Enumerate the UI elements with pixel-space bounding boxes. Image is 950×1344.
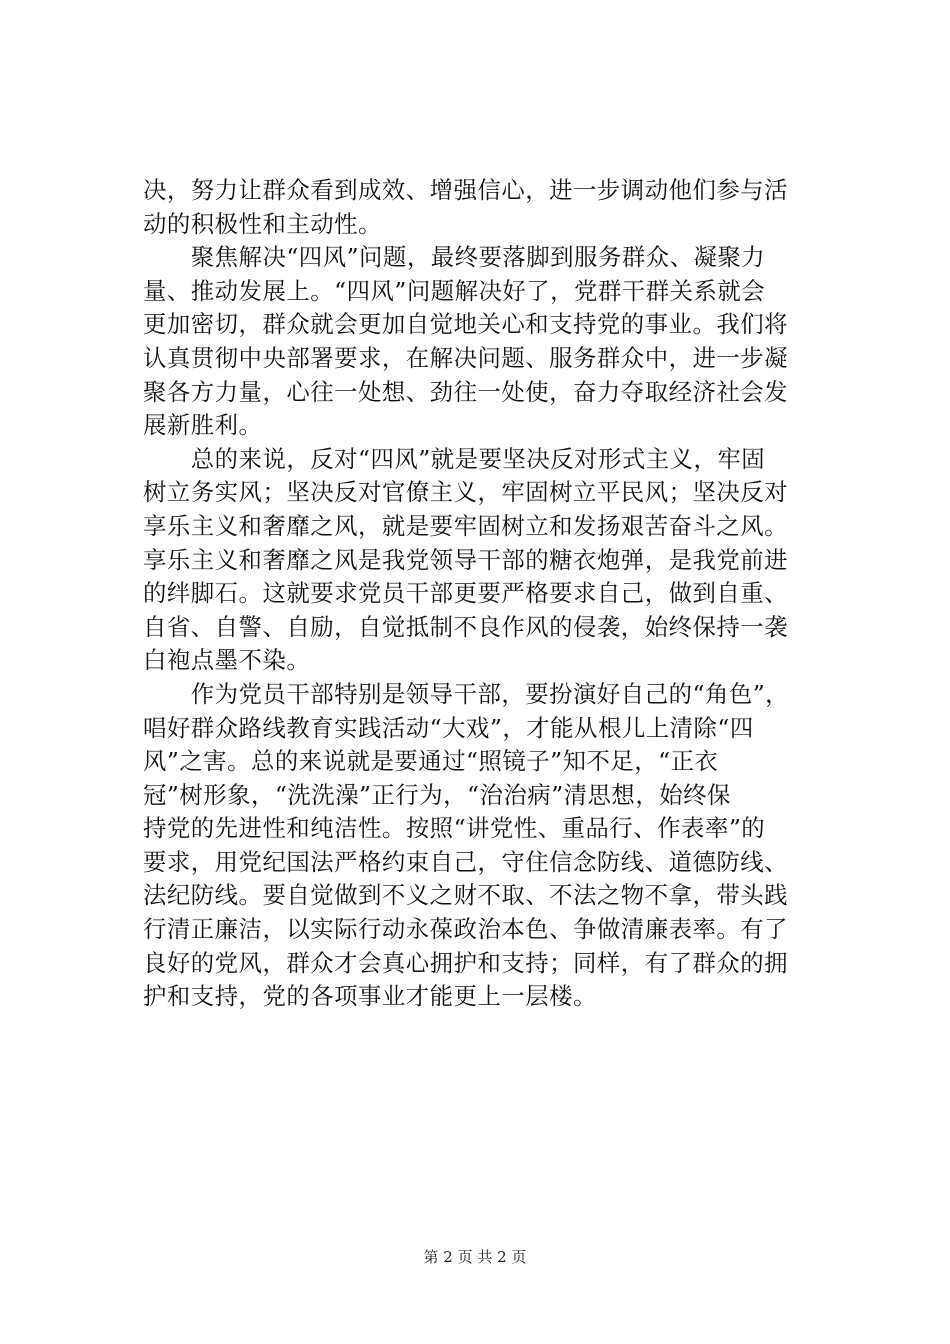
text-line: 良好的党风，群众才会真心拥护和支持；同样，有了群众的拥 [143, 948, 789, 977]
page-footer: 第 2 页 共 2 页 [423, 1248, 527, 1266]
text-line: 风”之害。总的来说就是要通过“照镜子”知不足，“正衣 [143, 747, 719, 776]
text-line: 要求，用党纪国法严格约束自己，守住信念防线、道德防线、 [143, 847, 789, 876]
text-line: 自省、自警、自励，自觉抵制不良作风的侵袭，始终保持一袭 [143, 612, 789, 641]
text-line: 行清正廉洁，以实际行动永葆政治本色、争做清廉表率。有了 [143, 915, 789, 944]
text-line: 量、推动发展上。“四风”问题解决好了，党群干群关系就会 [143, 276, 766, 305]
text-line: 树立务实风；坚决反对官僚主义，牢固树立平民风；坚决反对 [143, 478, 789, 507]
document-body [143, 174, 815, 1014]
text-line: 决，努力让群众看到成效、增强信心，进一步调动他们参与活 [143, 176, 789, 204]
text-line: 聚焦解决“四风”问题，最终要落脚到服务群众、凝聚力 [143, 243, 766, 272]
text-line: 享乐主义和奢靡之风，就是要牢固树立和发扬艰苦奋斗之风。 [143, 511, 789, 540]
text-line: 法纪防线。要自觉做到不义之财不取、不法之物不拿，带头践 [143, 881, 789, 910]
text-line: 展新胜利。 [143, 411, 263, 440]
text-line: 总的来说，反对“四风”就是要坚决反对形式主义，牢固 [143, 444, 766, 473]
text-line: 的绊脚石。这就要求党员干部更要严格要求自己，做到自重、 [143, 579, 789, 608]
text-line: 作为党员干部特别是领导干部，要扮演好自己的“角色”， [143, 679, 790, 708]
text-line: 动的积极性和主动性。 [143, 209, 382, 238]
text-line: 唱好群众路线教育实践活动“大戏”，才能从根儿上清除“四 [143, 713, 754, 742]
text-line: 聚各方力量，心往一处想、劲往一处使，奋力夺取经济社会发 [143, 377, 789, 406]
text-line: 认真贯彻中央部署要求，在解决问题、服务群众中，进一步凝 [143, 343, 789, 372]
text-line: 享乐主义和奢靡之风是我党领导干部的糖衣炮弹，是我党前进 [143, 545, 789, 574]
text-line: 持党的先进性和纯洁性。按照“讲党性、重品行、作表率”的 [143, 814, 766, 843]
text-line: 更加密切，群众就会更加自觉地关心和支持党的事业。我们将 [143, 310, 789, 339]
text-line: 冠”树形象，“洗洗澡”正行为，“治治病”清思想，始终保 [143, 780, 731, 809]
text-line: 白袍点墨不染。 [143, 646, 311, 675]
text-line: 护和支持，党的各项事业才能更上一层楼。 [143, 982, 597, 1011]
